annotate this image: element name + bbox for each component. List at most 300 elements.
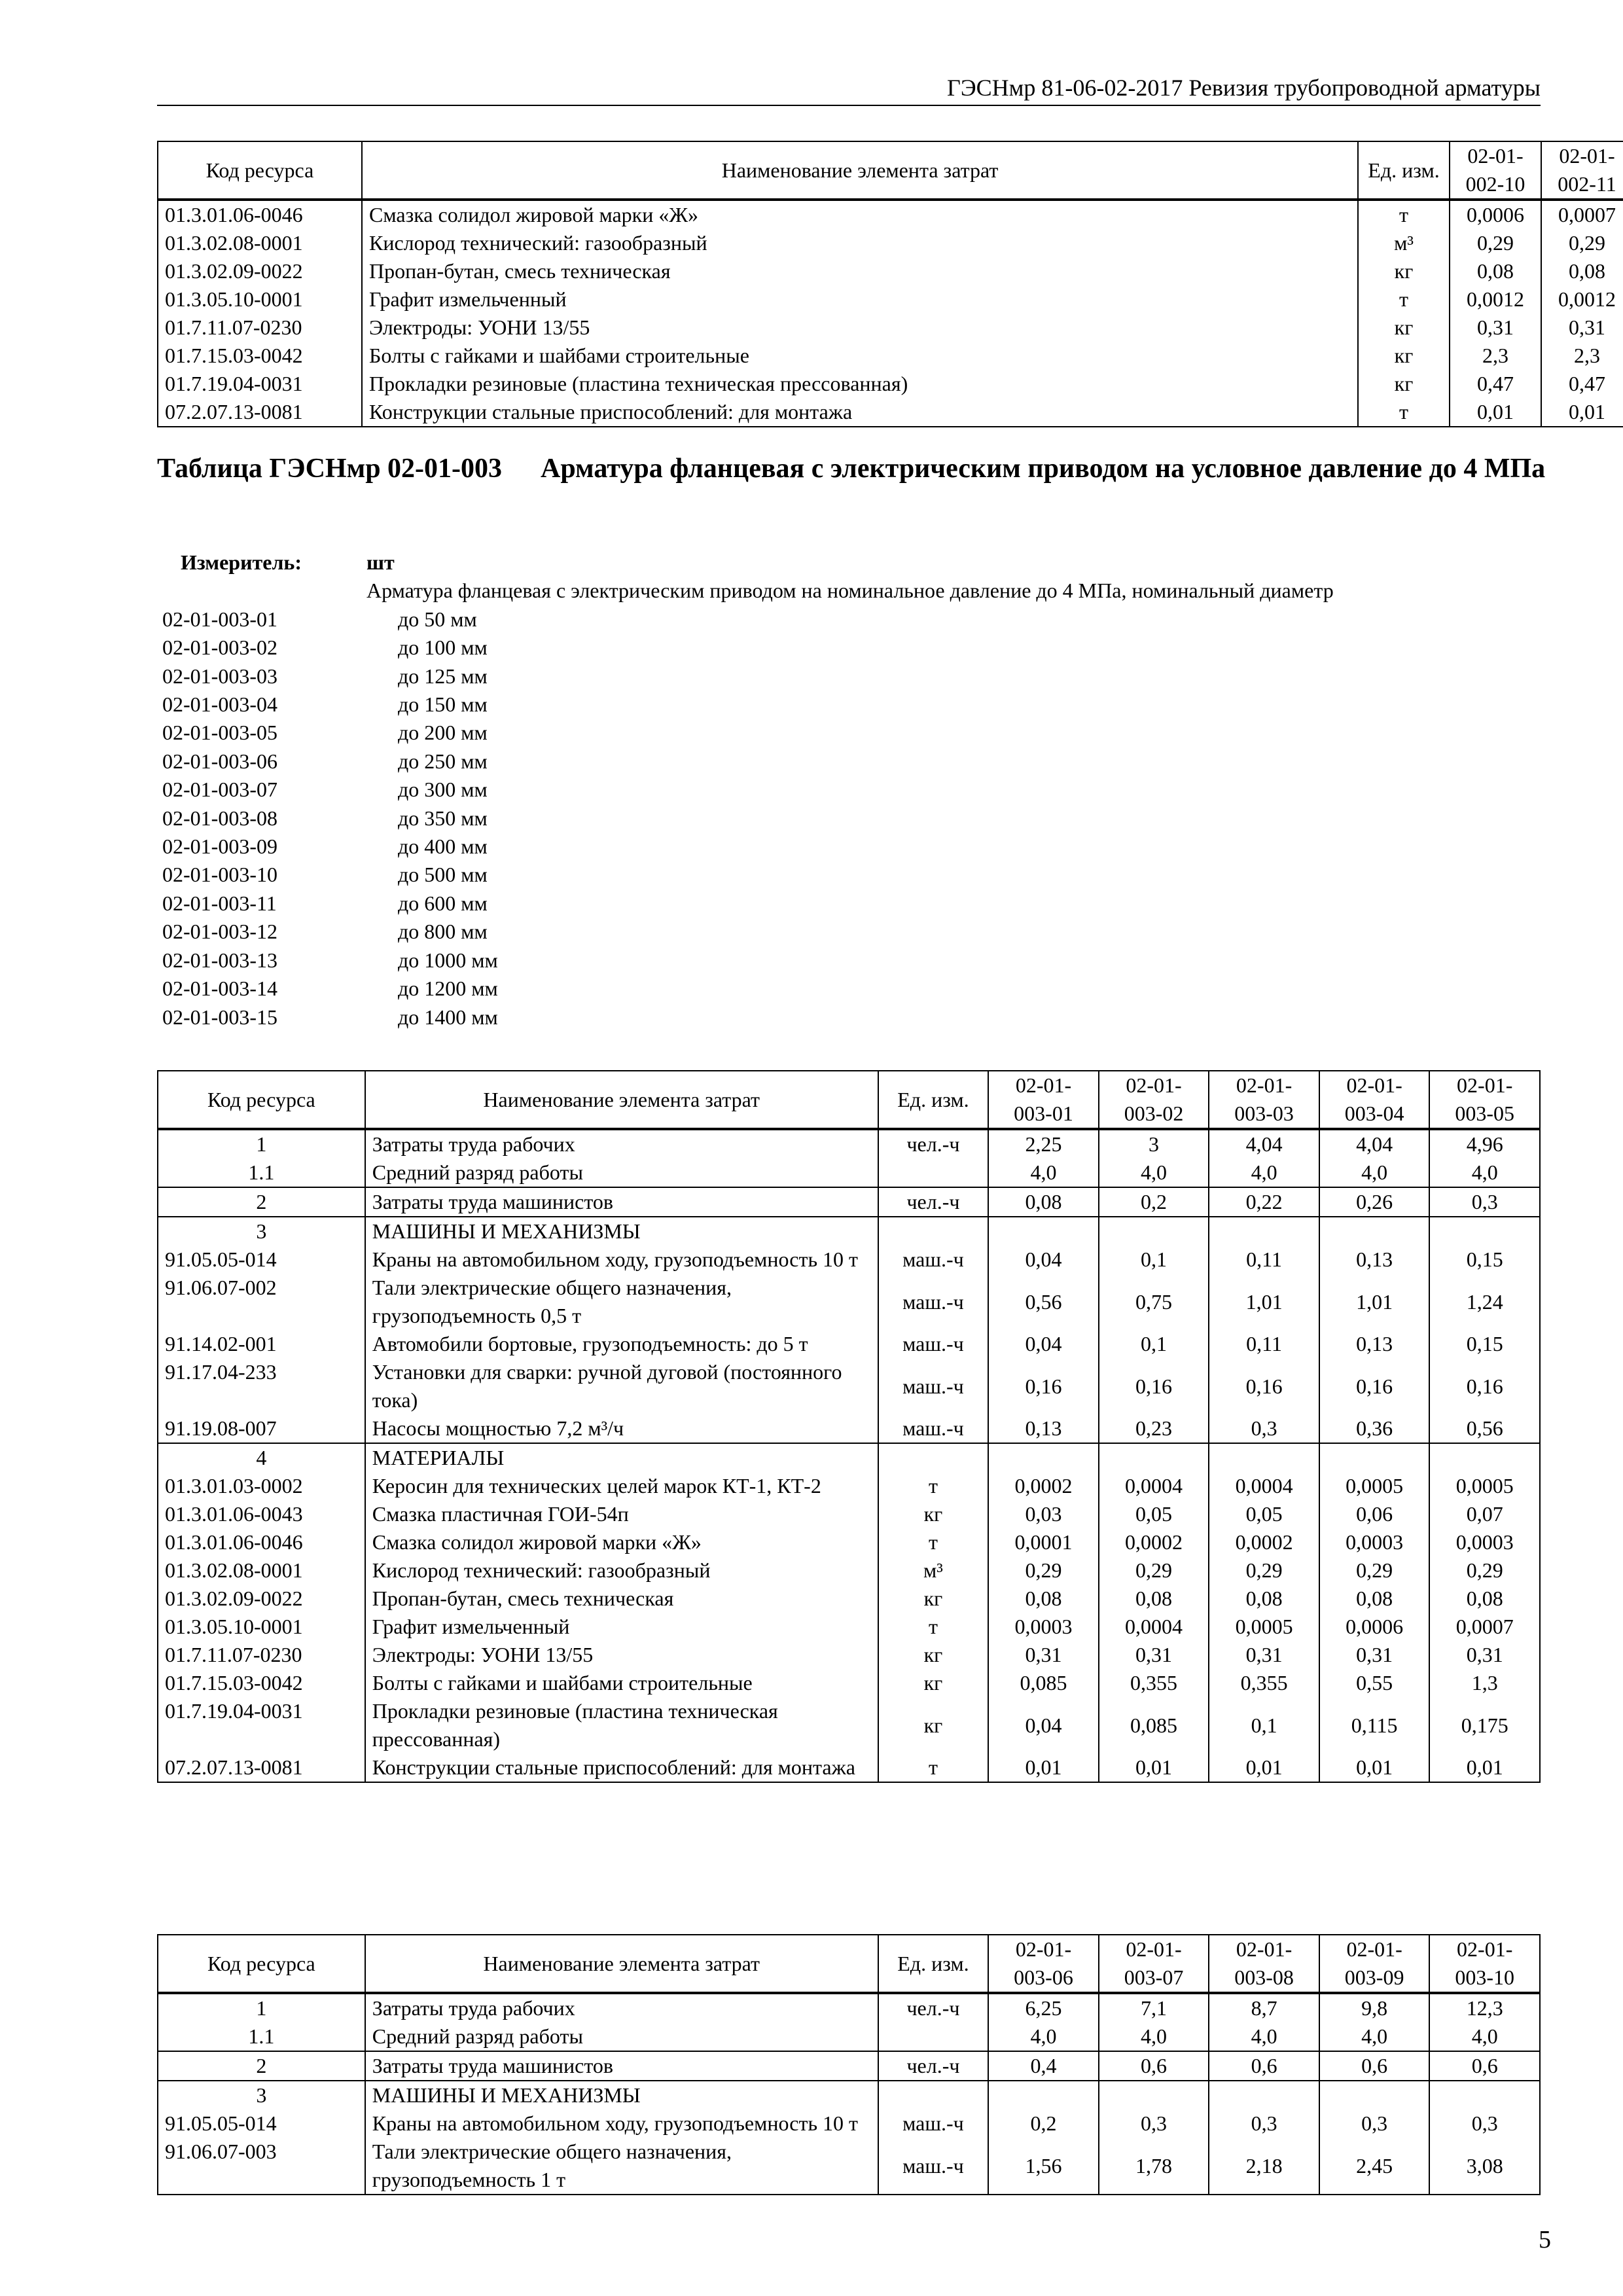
norm-column-header: 02-01- 002-11 [1541,141,1623,200]
unit-cell: кг [1358,342,1450,370]
cost-element-name: Затраты труда машинистов [365,1187,878,1217]
unit-cell: кг [1358,370,1450,398]
norm-code: 02-01-003-04 [162,692,277,717]
value-cell: 0,1 [1099,1246,1209,1274]
value-cell: 4,04 [1209,1129,1319,1158]
value-cell: 0,01 [1450,398,1541,427]
resource-code: 01.3.02.09-0022 [158,1585,365,1613]
resource-code: 3 [158,2081,365,2109]
resource-code: 01.3.01.06-0043 [158,1500,365,1528]
value-cell: 0,31 [1099,1641,1209,1669]
diameter-value: до 50 мм [398,607,477,631]
column-header: Наименование элемента затрат [365,1071,878,1129]
unit-cell: кг [1358,257,1450,285]
resource-code: 01.7.19.04-0031 [158,370,362,398]
table-row [158,1472,1540,1500]
norm-column-header: 02-01- 003-10 [1429,1935,1540,1993]
value-cell: 4,04 [1319,1129,1430,1158]
resource-code: 07.2.07.13-0081 [158,398,362,427]
cost-element-name: Затраты труда рабочих [365,1993,878,2022]
meter-block [162,548,1556,1031]
cost-element-name: Установки для сварки: ручной дуговой (постоянного тока) [365,1358,878,1414]
value-cell: 12,3 [1429,1993,1540,2022]
meter-description: Арматура фланцевая с электрическим приводом на номинальное давление до 4 МПа, номинальный диаметр [366,579,1334,603]
cost-element-name: Электроды: УОНИ 13/55 [362,314,1358,342]
cost-element-name: Автомобили бортовые, грузоподъемность: до 5 т [365,1330,878,1358]
cost-element-name: Затраты труда рабочих [365,1129,878,1158]
norm-code: 02-01-003-07 [162,778,277,802]
value-cell: 0,01 [1429,1753,1540,1782]
value-cell: 0,4 [988,2051,1099,2081]
value-cell: 0,0006 [1319,1613,1430,1641]
norm-column-header: 02-01- 003-09 [1319,1935,1430,1993]
value-cell: 0,08 [988,1585,1099,1613]
value-cell: 4,0 [1099,2022,1209,2051]
cost-element-name: Болты с гайками и шайбами строительные [362,342,1358,370]
norm-code: 02-01-003-03 [162,664,277,688]
cost-element-name: МАШИНЫ И МЕХАНИЗМЫ [365,1217,878,1246]
cost-element-name: Электроды: УОНИ 13/55 [365,1641,878,1669]
resource-code: 01.3.01.06-0046 [158,200,362,229]
diameter-value: до 400 мм [398,834,488,859]
norm-code: 02-01-003-05 [162,721,277,745]
resource-code: 91.19.08-007 [158,1414,365,1443]
unit-cell: кг [878,1585,989,1613]
norm-code: 02-01-003-08 [162,806,277,830]
resource-table-003-06-10 [157,1934,1541,2195]
value-cell: 0,23 [1099,1414,1209,1443]
value-cell: 0,08 [1429,1585,1540,1613]
value-cell: 2,45 [1319,2138,1430,2195]
table-row [158,2138,1540,2195]
unit-cell: т [878,1472,989,1500]
value-cell: 0,29 [1450,229,1541,257]
unit-cell: маш.-ч [878,1358,989,1414]
value-cell: 4,0 [988,1158,1099,1187]
norm-code: 02-01-003-11 [162,891,277,915]
value-cell: 0,0002 [988,1472,1099,1500]
value-cell: 0,3 [1319,2109,1430,2138]
value-cell: 0,03 [988,1500,1099,1528]
cost-element-name: Прокладки резиновые (пластина техническая прессованная) [362,370,1358,398]
unit-cell: т [1358,200,1450,229]
resource-code: 2 [158,1187,365,1217]
table-header-row [158,1071,1540,1129]
value-cell: 3 [1099,1129,1209,1158]
unit-cell: т [878,1528,989,1556]
meter-label: Измеритель: [181,550,302,574]
meter-item [162,634,1556,662]
value-cell: 0,6 [1319,2051,1430,2081]
unit-cell: чел.-ч [878,2051,989,2081]
diameter-value: до 250 мм [398,749,488,773]
value-cell: 0,0003 [988,1613,1099,1641]
unit-cell: маш.-ч [878,2109,989,2138]
meter-item [162,889,1556,918]
value-cell: 0,05 [1209,1500,1319,1528]
value-cell: 0,0006 [1450,200,1541,229]
value-cell: 0,08 [1099,1585,1209,1613]
table-row [158,1669,1540,1697]
value-cell: 9,8 [1319,1993,1430,2022]
value-cell: 0,36 [1319,1414,1430,1443]
diameter-value: до 100 мм [398,636,488,660]
norm-code: 02-01-003-15 [162,1005,277,1029]
value-cell: 0,47 [1450,370,1541,398]
value-cell: 0,29 [1099,1556,1209,1585]
value-cell: 0,01 [1541,398,1623,427]
resource-code: 01.7.15.03-0042 [158,342,362,370]
resource-table-003-01-05 [157,1070,1541,1783]
meter-item [162,747,1556,776]
value-cell: 0,31 [1209,1641,1319,1669]
value-cell: 0,0005 [1319,1472,1430,1500]
value-cell: 0,04 [988,1330,1099,1358]
unit-cell: т [878,1753,989,1782]
value-cell: 4,0 [1209,1158,1319,1187]
value-cell: 0,29 [988,1556,1099,1585]
value-cell [1209,1443,1319,1472]
table-number: Таблица ГЭСНмр 02-01-003 [157,454,503,484]
value-cell: 0,11 [1209,1330,1319,1358]
value-cell: 0,1 [1099,1330,1209,1358]
value-cell [1209,2081,1319,2109]
value-cell: 0,01 [1209,1753,1319,1782]
norm-code: 02-01-003-12 [162,920,277,944]
value-cell: 0,31 [1319,1641,1430,1669]
value-cell [1099,2081,1209,2109]
value-cell: 4,0 [1209,2022,1319,2051]
value-cell: 0,56 [988,1274,1099,1330]
value-cell: 0,31 [1429,1641,1540,1669]
value-cell [1429,1443,1540,1472]
cost-element-name: Средний разряд работы [365,2022,878,2051]
value-cell: 0,29 [1209,1556,1319,1585]
cost-element-name: Графит измельченный [362,285,1358,314]
table-row [158,1528,1540,1556]
unit-cell: кг [878,1697,989,1753]
diameter-value: до 800 мм [398,920,488,944]
column-header: Ед. изм. [878,1071,989,1129]
table-row [158,1585,1540,1613]
value-cell: 4,0 [1429,2022,1540,2051]
value-cell [1209,1217,1319,1246]
resource-code: 91.06.07-002 [158,1274,365,1330]
unit-cell: т [878,1613,989,1641]
value-cell: 0,29 [1541,229,1623,257]
value-cell: 0,04 [988,1697,1099,1753]
value-cell: 0,08 [1209,1585,1319,1613]
value-cell: 0,16 [988,1358,1099,1414]
value-cell: 2,25 [988,1129,1099,1158]
column-header: Наименование элемента затрат [365,1935,878,1993]
table-row [158,1414,1540,1443]
unit-cell: кг [1358,314,1450,342]
table-row [158,1753,1540,1782]
diameter-value: до 125 мм [398,664,488,688]
cost-element-name: Пропан-бутан, смесь техническая [365,1585,878,1613]
norm-column-header: 02-01- 003-06 [988,1935,1099,1993]
cost-element-name: Смазка солидол жировой марки «Ж» [365,1528,878,1556]
value-cell: 0,085 [988,1669,1099,1697]
unit-cell [878,2081,989,2109]
value-cell: 0,26 [1319,1187,1430,1217]
meter-item [162,861,1556,889]
resource-code: 91.05.05-014 [158,2109,365,2138]
table-row [158,229,1623,257]
unit-cell: кг [878,1669,989,1697]
value-cell: 0,0004 [1099,1472,1209,1500]
value-cell: 3,08 [1429,2138,1540,2195]
value-cell: 1,3 [1429,1669,1540,1697]
value-cell: 8,7 [1209,1993,1319,2022]
value-cell: 0,16 [1099,1358,1209,1414]
table-title [157,452,1571,486]
cost-element-name: Насосы мощностью 7,2 м³/ч [365,1414,878,1443]
value-cell: 0,31 [1541,314,1623,342]
unit-cell: чел.-ч [878,1993,989,2022]
value-cell: 0,11 [1209,1246,1319,1274]
page-number: 5 [1539,2226,1551,2253]
value-cell: 0,04 [988,1246,1099,1274]
value-cell [1319,1217,1430,1246]
value-cell: 1,78 [1099,2138,1209,2195]
table-row [158,1217,1540,1246]
resource-code: 01.3.02.08-0001 [158,1556,365,1585]
column-header: Код ресурса [158,1935,365,1993]
resource-code: 1.1 [158,1158,365,1187]
meter-item [162,946,1556,975]
table-header-row [158,141,1623,200]
unit-cell [878,2022,989,2051]
table-row [158,1697,1540,1753]
table-row [158,1187,1540,1217]
diameter-value: до 1400 мм [398,1005,498,1029]
resource-code: 01.7.11.07-0230 [158,314,362,342]
table-name: Арматура фланцевая с электрическим приводом на условное давление до 4 МПа [541,454,1546,484]
resource-code: 07.2.07.13-0081 [158,1753,365,1782]
column-header: Наименование элемента затрат [362,141,1358,200]
value-cell: 0,55 [1319,1669,1430,1697]
unit-cell: маш.-ч [878,2138,989,2195]
value-cell: 0,08 [1319,1585,1430,1613]
norm-column-header: 02-01- 003-02 [1099,1071,1209,1129]
norm-column-header: 02-01- 002-10 [1450,141,1541,200]
value-cell: 0,3 [1429,1187,1540,1217]
cost-element-name: Графит измельченный [365,1613,878,1641]
value-cell: 2,18 [1209,2138,1319,2195]
unit-cell: т [1358,285,1450,314]
resource-code: 4 [158,1443,365,1472]
cost-element-name: Краны на автомобильном ходу, грузоподъемность 10 т [365,2109,878,2138]
resource-code: 01.3.02.09-0022 [158,257,362,285]
resource-code: 3 [158,1217,365,1246]
cost-element-name: Тали электрические общего назначения, грузоподъемность 0,5 т [365,1274,878,1330]
unit-cell: м³ [1358,229,1450,257]
norm-code: 02-01-003-09 [162,834,277,859]
table-row [158,398,1623,427]
resource-code: 91.05.05-014 [158,1246,365,1274]
unit-cell: маш.-ч [878,1246,989,1274]
norm-column-header: 02-01- 003-05 [1429,1071,1540,1129]
value-cell: 4,0 [1429,1158,1540,1187]
value-cell: 6,25 [988,1993,1099,2022]
value-cell: 0,47 [1541,370,1623,398]
value-cell: 0,16 [1319,1358,1430,1414]
unit-cell: маш.-ч [878,1330,989,1358]
table-row [158,2022,1540,2051]
resource-code: 01.3.01.03-0002 [158,1472,365,1500]
value-cell: 0,0002 [1099,1528,1209,1556]
value-cell: 0,31 [988,1641,1099,1669]
value-cell: 0,1 [1209,1697,1319,1753]
value-cell [1099,1217,1209,1246]
norm-column-header: 02-01- 003-04 [1319,1071,1430,1129]
norm-code: 02-01-003-10 [162,863,277,887]
value-cell: 0,085 [1099,1697,1209,1753]
resource-code: 2 [158,2051,365,2081]
meter-item [162,719,1556,747]
value-cell: 0,0004 [1209,1472,1319,1500]
diameter-value: до 300 мм [398,778,488,802]
cost-element-name: Смазка пластичная ГОИ-54п [365,1500,878,1528]
value-cell: 0,22 [1209,1187,1319,1217]
value-cell: 0,6 [1209,2051,1319,2081]
resource-code: 01.7.19.04-0031 [158,1697,365,1753]
resource-code: 01.3.01.06-0046 [158,1528,365,1556]
value-cell [988,2081,1099,2109]
resource-code: 91.17.04-233 [158,1358,365,1414]
value-cell: 4,0 [1099,1158,1209,1187]
value-cell: 0,0003 [1429,1528,1540,1556]
meter-item [162,975,1556,1003]
norm-code: 02-01-003-14 [162,977,277,1001]
value-cell: 0,07 [1429,1500,1540,1528]
value-cell: 0,16 [1429,1358,1540,1414]
meter-list [162,605,1556,1031]
table-row [158,1274,1540,1330]
resource-code: 01.3.05.10-0001 [158,1613,365,1641]
value-cell: 0,08 [1450,257,1541,285]
cost-element-name: МАТЕРИАЛЫ [365,1443,878,1472]
table-row [158,370,1623,398]
value-cell: 1,56 [988,2138,1099,2195]
column-header: Код ресурса [158,1071,365,1129]
table-row [158,1246,1540,1274]
diameter-value: до 1200 мм [398,977,498,1001]
cost-element-name: Средний разряд работы [365,1158,878,1187]
value-cell [988,1443,1099,1472]
value-cell: 0,3 [1209,1414,1319,1443]
table-row [158,1358,1540,1414]
unit-cell: кг [878,1500,989,1528]
diameter-value: до 500 мм [398,863,488,887]
cost-element-name: Кислород технический: газообразный [365,1556,878,1585]
resource-table-002 [157,141,1623,427]
value-cell: 0,29 [1429,1556,1540,1585]
cost-element-name: Болты с гайками и шайбами строительные [365,1669,878,1697]
value-cell: 0,0005 [1429,1472,1540,1500]
norm-code: 02-01-003-02 [162,636,277,660]
value-cell [1319,1443,1430,1472]
value-cell: 1,24 [1429,1274,1540,1330]
meter-item [162,662,1556,691]
value-cell: 7,1 [1099,1993,1209,2022]
value-cell: 0,08 [988,1187,1099,1217]
value-cell: 0,16 [1209,1358,1319,1414]
value-cell: 0,13 [1319,1330,1430,1358]
value-cell: 4,96 [1429,1129,1540,1158]
value-cell: 0,3 [1429,2109,1540,2138]
value-cell: 0,0012 [1541,285,1623,314]
value-cell: 0,08 [1541,257,1623,285]
cost-element-name: Затраты труда машинистов [365,2051,878,2081]
table-row [158,200,1623,229]
cost-element-name: Тали электрические общего назначения, грузоподъемность 1 т [365,2138,878,2195]
cost-element-name: Краны на автомобильном ходу, грузоподъемность 10 т [365,1246,878,1274]
norm-column-header: 02-01- 003-01 [988,1071,1099,1129]
value-cell: 0,06 [1319,1500,1430,1528]
resource-code: 1 [158,1129,365,1158]
resource-code: 91.06.07-003 [158,2138,365,2195]
page-header: ГЭСНмр 81-06-02-2017 Ревизия трубопроводной арматуры [157,73,1541,106]
table-row [158,1443,1540,1472]
unit-cell: маш.-ч [878,1274,989,1330]
column-header: Ед. изм. [878,1935,989,1993]
value-cell: 0,2 [988,2109,1099,2138]
value-cell: 0,2 [1099,1187,1209,1217]
meter-item [162,918,1556,946]
diameter-value: до 350 мм [398,806,488,830]
value-cell: 0,01 [1319,1753,1430,1782]
table-row [158,314,1623,342]
value-cell: 0,15 [1429,1330,1540,1358]
table-row [158,285,1623,314]
value-cell: 0,355 [1099,1669,1209,1697]
unit-cell: т [1358,398,1450,427]
cost-element-name: Конструкции стальные приспособлений: для монтажа [362,398,1358,427]
resource-code: 01.3.05.10-0001 [158,285,362,314]
unit-cell [878,1158,989,1187]
diameter-value: до 200 мм [398,721,488,745]
value-cell: 0,15 [1429,1246,1540,1274]
value-cell: 0,0005 [1209,1613,1319,1641]
table-row [158,2051,1540,2081]
cost-element-name: Конструкции стальные приспособлений: для монтажа [365,1753,878,1782]
column-header: Ед. изм. [1358,141,1450,200]
diameter-value: до 600 мм [398,891,488,915]
cost-element-name: Прокладки резиновые (пластина техническая прессованная) [365,1697,878,1753]
value-cell [1429,1217,1540,1246]
value-cell: 0,56 [1429,1414,1540,1443]
unit-cell [878,1443,989,1472]
value-cell: 0,6 [1099,2051,1209,2081]
table-row [158,1556,1540,1585]
value-cell: 2,3 [1541,342,1623,370]
unit-cell: чел.-ч [878,1129,989,1158]
cost-element-name: Кислород технический: газообразный [362,229,1358,257]
table-row [158,2109,1540,2138]
table-row [158,342,1623,370]
value-cell: 0,0003 [1319,1528,1430,1556]
norm-column-header: 02-01- 003-03 [1209,1071,1319,1129]
meter-item [162,804,1556,833]
value-cell: 0,13 [1319,1246,1430,1274]
value-cell: 0,0012 [1450,285,1541,314]
unit-cell: м³ [878,1556,989,1585]
value-cell: 0,0007 [1541,200,1623,229]
norm-code: 02-01-003-01 [162,607,277,631]
